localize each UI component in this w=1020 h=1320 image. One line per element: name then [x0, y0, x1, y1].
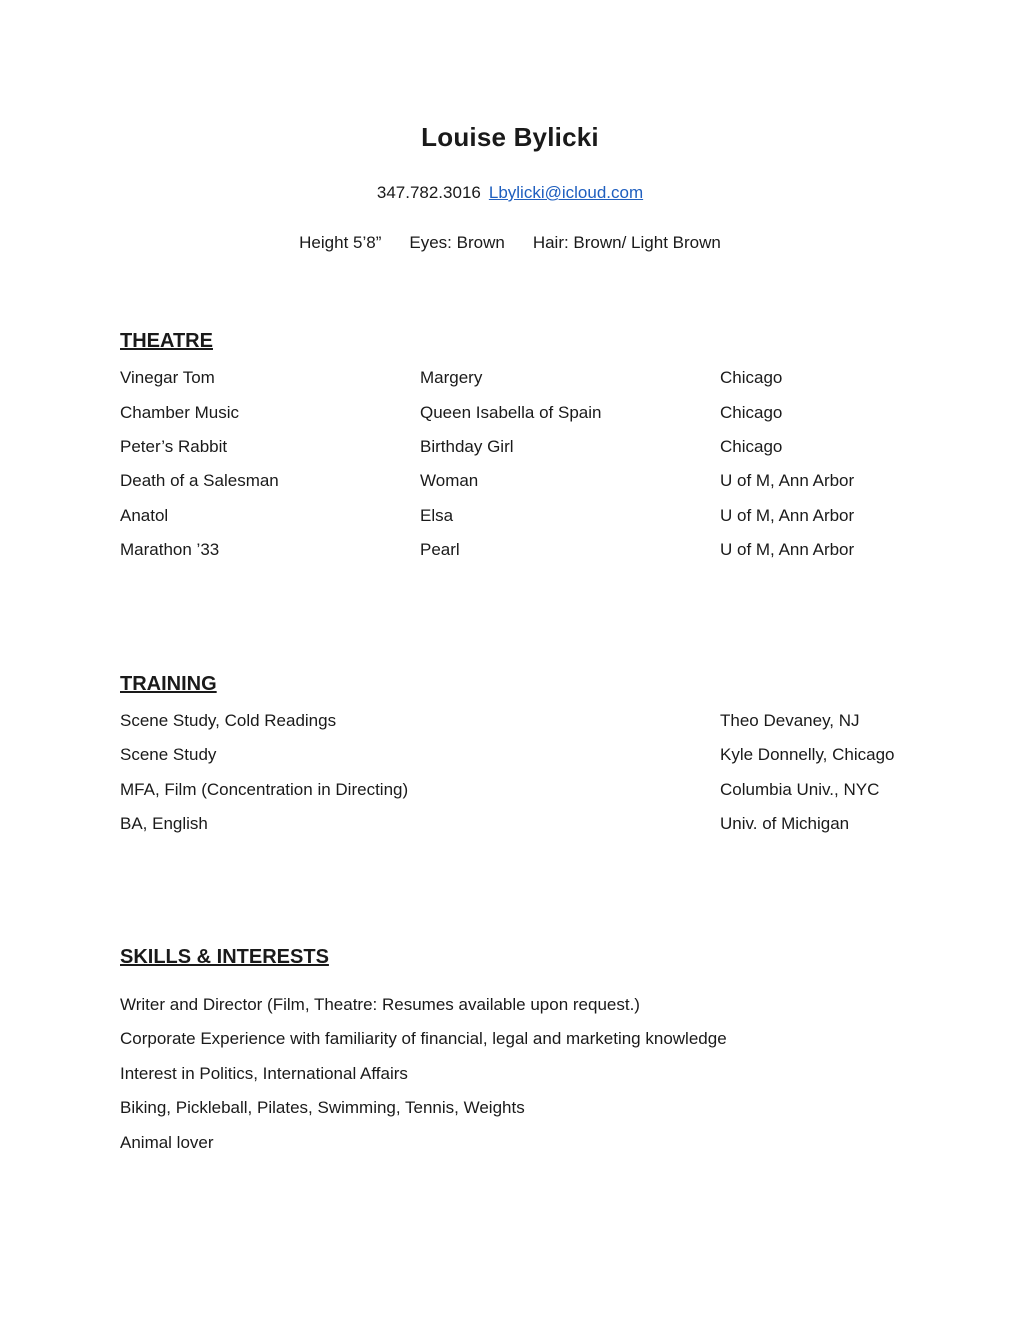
- theatre-location: Chicago: [720, 437, 783, 456]
- skill-item: Writer and Director (Film, Theatre: Resumes available upon request.): [120, 995, 640, 1014]
- theatre-role: Queen Isabella of Spain: [420, 403, 602, 422]
- theatre-section-title: THEATRE: [120, 330, 213, 352]
- theatre-row: [120, 540, 920, 564]
- skill-item: Animal lover: [120, 1133, 214, 1152]
- skills-section-title: SKILLS & INTERESTS: [120, 946, 329, 968]
- theatre-row: [120, 471, 920, 495]
- training-row: [120, 711, 920, 735]
- training-teacher: Theo Devaney, NJ: [720, 711, 860, 730]
- theatre-show: Death of a Salesman: [120, 471, 279, 490]
- skill-item: Biking, Pickleball, Pilates, Swimming, Tennis, Weights: [120, 1098, 525, 1117]
- training-teacher: Kyle Donnelly, Chicago: [720, 745, 895, 764]
- theatre-role: Woman: [420, 471, 479, 490]
- skill-item: Interest in Politics, International Affairs: [120, 1064, 408, 1083]
- theatre-show: Anatol: [120, 506, 169, 525]
- height-stat: Height 5’8”: [299, 233, 382, 252]
- phone-number: 347.782.3016: [376, 183, 481, 202]
- theatre-location: Chicago: [720, 368, 783, 387]
- theatre-show: Chamber Music: [120, 403, 240, 422]
- theatre-location: Chicago: [720, 403, 783, 422]
- physical-stats-line: [0, 233, 1020, 253]
- theatre-row: [120, 437, 920, 461]
- theatre-show: Peter’s Rabbit: [120, 437, 228, 456]
- skill-item: Corporate Experience with familiarity of financial, legal and marketing knowledge: [120, 1029, 727, 1048]
- eyes-stat: Eyes: Brown: [409, 233, 505, 252]
- training-row: [120, 814, 920, 838]
- training-row: [120, 745, 920, 769]
- training-course: Scene Study: [120, 745, 217, 764]
- training-teacher: Columbia Univ., NYC: [720, 780, 880, 799]
- contact-line: [0, 183, 1020, 203]
- training-course: BA, English: [120, 814, 208, 833]
- training-course: MFA, Film (Concentration in Directing): [120, 780, 409, 799]
- theatre-role: Pearl: [420, 540, 460, 559]
- theatre-row: [120, 403, 920, 427]
- theatre-show: Vinegar Tom: [120, 368, 215, 387]
- theatre-location: U of M, Ann Arbor: [720, 471, 855, 490]
- training-row: [120, 780, 920, 804]
- theatre-role: Margery: [420, 368, 483, 387]
- training-section-title: TRAINING: [120, 673, 217, 695]
- theatre-role: Elsa: [420, 506, 454, 525]
- theatre-location: U of M, Ann Arbor: [720, 506, 855, 525]
- training-course: Scene Study, Cold Readings: [120, 711, 337, 730]
- theatre-show: Marathon ’33: [120, 540, 220, 559]
- theatre-row: [120, 368, 920, 392]
- email-link[interactable]: Lbylicki@icloud.com: [488, 183, 644, 202]
- theatre-role: Birthday Girl: [420, 437, 514, 456]
- resume-name: Louise Bylicki: [421, 122, 599, 152]
- training-teacher: Univ. of Michigan: [720, 814, 850, 833]
- theatre-location: U of M, Ann Arbor: [720, 540, 855, 559]
- theatre-row: [120, 506, 920, 530]
- hair-stat: Hair: Brown/ Light Brown: [532, 233, 721, 252]
